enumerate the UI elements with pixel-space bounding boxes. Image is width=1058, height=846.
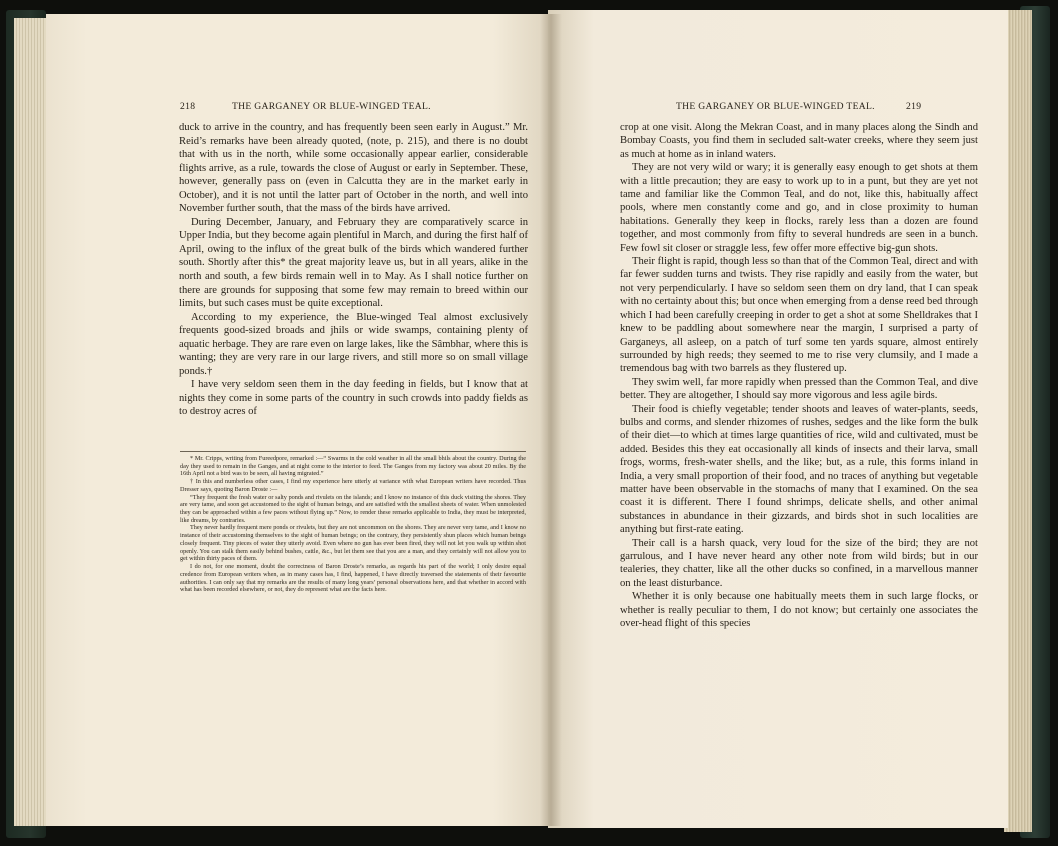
footnote-2-continued: They never hardly frequent mere ponds or rivulets, but they are not uncommon on the shores. They are never very tame, and I know no instance of their accustoming themselves to the sight of human beings; on the contrary, they persistently shun places which human beings closely frequent. Tiny pieces of water they utterly avoid. Even where no gun has ever been fired, they will not let you walk up within shot openly. You can stalk them easily behind bushes, cattle, &c., but let them see that you are a man, and they certainly will not allow you to get within thirty paces of them. — [180, 524, 526, 563]
right-paragraph-7: Whether it is only because one habitually meets them in such large flocks, or whether is really peculiar to them, I do not know; but certainly one associates the over-head flight of this species — [620, 591, 978, 630]
right-paragraph-4: They swim well, far more rapidly when pressed than the Common Teal, and dive better. They are altogether, I should say more vigorous and less agile birds. — [620, 376, 978, 402]
left-body-text — [179, 121, 528, 419]
left-running-head: THE GARGANEY OR BLUE-WINGED TEAL. — [232, 101, 431, 112]
left-footnotes — [180, 455, 526, 594]
footnote-2-conclusion: I do not, for one moment, doubt the correctness of Baron Droste’s remarks, as regards his part of the world; I only desire equal credence from European writers when, as in many cases has, I find, happened, I have directly traversed the statements of their favourite authorities. I can only say that my remarks are the results of many long years’ personal observations here, and that whether in accord with what has been recorded elsewhere, or not, they do represent what are the facts here. — [180, 563, 526, 594]
right-paragraph-1: crop at one visit. Along the Mekran Coast, and in many places along the Sindh and Bombay Coasts, you find them in secluded salt-water creeks, where they seem just as much at home as in inland waters. — [620, 122, 978, 160]
right-paragraph-2: They are not very wild or wary; it is generally easy enough to get shots at them with a little precaution; they are easy to work up to in a punt, but they are yet not tame and familiar like the Common Teal, and do not, like this, habitually affect pools, where men constantly come and go, and in close proximity to human habitations. Generally they keep in flocks, rarely less than a dozen are found together, and most commonly from fifty to several hundreds are seen in a bunch. Few fowl sit closer or straggle less, few offer more effective big-gun shots. — [620, 162, 978, 254]
right-page-number: 219 — [906, 101, 922, 112]
right-running-head: THE GARGANEY OR BLUE-WINGED TEAL. — [676, 101, 875, 112]
left-paragraph-3: According to my experience, the Blue-winged Teal almost exclusively frequents good-sized broads and jhils or wide swamps, containing plenty of aquatic herbage. They are rare even on large lakes, like the Sâmbhar, where this is wanting; they are very rare in our large rivers, and still more so on small village ponds.† — [179, 311, 528, 377]
footnote-2-quote: “They frequent the fresh water or salty ponds and rivulets on the islands; and I know no instance of this duck visiting the shores. They are very tame, and soon get accustomed to the sight of human beings, and are satisfied with the smallest sheets of water. When unmolested they can be approached within a few paces without flying up.” Now, to render these remarks applicable to India, they must be interpreted, like dreams, by contraries. — [180, 493, 526, 524]
left-paragraph-2: During December, January, and February they are comparatively scarce in Upper India, but they become again plentiful in March, and during the first half of April, owing to the influx of the great bulk of the birds which wandered further south. Shortly after this* the great majority leave us, but in all years, alike in the north and south, a few birds remain well in to May. As I shall notice further on there are grounds for supposing that some few may remain to breed within our limits, but such cases must be quite exceptional. — [179, 216, 528, 310]
right-paragraph-3: Their flight is rapid, though less so than that of the Common Teal, direct and with far fewer sudden turns and twists. They rise rapidly and easily from the water, but not very perpendicularly. I have so seldom seen them on dry land, that I can speak with no certainty about this; but once when emerging from a dense reed bed through which I had been carefully creeping in order to get a shot at some Shelldrakes that I knew to be paddling about somewhere near the margin, I surprised a party of Garganeys, all asleep, on a patch of turf some ten yards square, almost entirely surrounded by high reeds; they seemed to me to rise very clumsily, and I made a tremendous bag with two barrels as they flustered up. — [620, 256, 978, 375]
book-gutter — [540, 14, 562, 826]
footnote-2: † In this and numberless other cases, I find my experience here utterly at variance with what European writers have recorded. Thus Dresser says, quoting Baron Droste :— — [180, 478, 526, 493]
left-paragraph-1: duck to arrive in the country, and has frequently been seen early in August.” Mr. Reid’s remarks have been already quoted, (note, p. 215), and there is no doubt that with us in the north, while some occasionally appear earlier, considerable flights arrive, as a rule, towards the close of August or early in September. These, however, generally pass on (even in Calcutta they are in the market early in October), and it is not until the latter part of October in the north, and well into November further south, that the mass of the birds have arrived. — [179, 122, 528, 215]
left-page-number: 218 — [180, 101, 196, 112]
footnote-rule — [180, 451, 526, 452]
right-paragraph-5: Their food is chiefly vegetable; tender shoots and leaves of water-plants, seeds, bulbs and corms, and slender rhizomes of rushes, sedges and the like form the bulk of their diet—to which at times large quantities of rice, wild and cultivated, must be added. Besides this they eat occasionally all kinds of insects and their larva, small frogs, worms, fresh-water shells, and the like; but, as a rule, this forms inland in India, a very small proportion of their food, and no traces of anything but vegetable matter have been observable in the stomachs of many that I examined. On the sea coast it is different. There I found shrimps, delicate shells, and other animal substances in abundance in their gizzards, and birds shot in such localities are anything but first-rate eating. — [620, 403, 978, 536]
left-paragraph-4: I have very seldom seen them in the day feeding in fields, but I know that at nights they come in some parts of the country in such crowds into paddy fields as to destroy acres of — [179, 379, 528, 418]
page-edges-right — [1004, 10, 1032, 832]
right-paragraph-6: Their call is a harsh quack, very loud for the size of the bird; they are not garrulous, and I have never heard any other note from wild birds; but in our tealeries, they chatter, like all the other ducks so confined, in a marvellous manner on the least disturbance. — [620, 537, 978, 589]
footnote-1: * Mr. Cripps, writing from Fureedpore, remarked :—“ Swarms in the cold weather in all the small bhils about the country. During the day they used to remain in the Ganges, and at night come to the interior to feed. The Ganges from my factory was about 20 miles. By the 16th April not a bird was to be seen, all having migrated.” — [180, 455, 526, 478]
right-body-text — [620, 121, 978, 630]
